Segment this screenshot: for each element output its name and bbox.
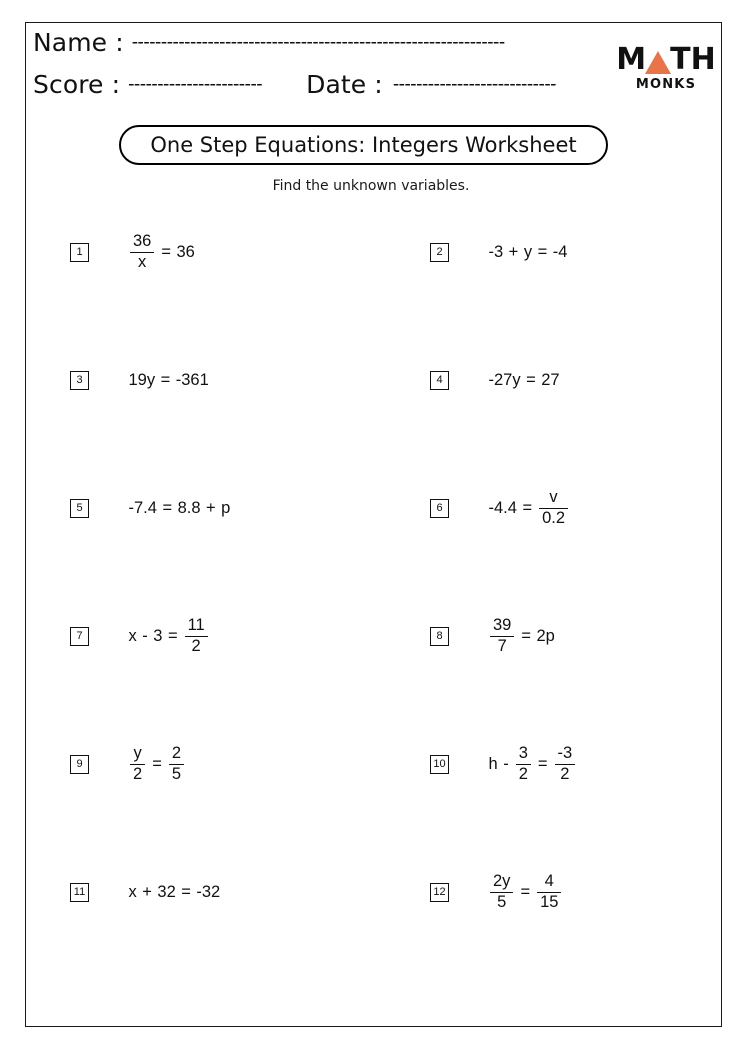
fraction <box>169 745 184 783</box>
term: -4 <box>552 242 568 261</box>
fraction-numerator: 39 <box>493 616 512 635</box>
fraction-numerator: 36 <box>133 232 152 251</box>
problem-3 <box>70 360 210 400</box>
problem-number-box: 7 <box>70 627 89 646</box>
fraction <box>490 873 513 911</box>
term: -7.4 <box>128 498 157 517</box>
term: p <box>221 498 231 517</box>
page-title: One Step Equations: Integers Worksheet <box>150 133 577 157</box>
fraction-numerator: 4 <box>544 872 554 891</box>
problem-number-box: 2 <box>430 243 449 262</box>
problem-number-box: 5 <box>70 499 89 518</box>
problem-row <box>25 488 722 616</box>
problem-5 <box>70 488 232 528</box>
operator: - <box>503 754 509 773</box>
problem-row <box>25 232 722 360</box>
term: x <box>128 626 137 645</box>
term: -27y <box>488 370 521 389</box>
problem-12 <box>430 872 564 912</box>
equation <box>487 745 578 783</box>
operator: = <box>181 882 191 901</box>
problem-11 <box>70 872 222 912</box>
fraction-numerator: -3 <box>557 744 573 763</box>
fraction <box>130 233 154 271</box>
fraction-numerator: 3 <box>518 744 528 763</box>
problem-row <box>25 360 722 488</box>
problem-row <box>25 872 722 1000</box>
operator: = <box>521 626 531 645</box>
problem-4 <box>430 360 561 400</box>
operator: = <box>161 242 171 261</box>
problem-9 <box>70 744 187 784</box>
term: -32 <box>196 882 221 901</box>
date-input-line[interactable]: ---------------------------- <box>392 74 556 95</box>
operator: = <box>160 370 171 389</box>
problem-2 <box>430 232 569 272</box>
score-label: Score : <box>33 70 121 99</box>
term: y <box>523 242 533 261</box>
score-input-line[interactable]: ----------------------- <box>128 74 263 95</box>
operator: - <box>142 626 148 645</box>
logo-letters-th: TH <box>670 42 716 77</box>
problem-10 <box>430 744 578 784</box>
fraction-denominator: 2 <box>516 764 531 783</box>
equation <box>487 873 564 911</box>
worksheet-title-banner <box>119 125 608 165</box>
fraction <box>130 745 145 783</box>
fraction <box>185 617 208 655</box>
equation <box>487 244 569 261</box>
operator: = <box>522 498 533 517</box>
term: -4.4 <box>488 498 517 517</box>
term: 8.8 <box>177 498 201 517</box>
equation <box>127 617 211 655</box>
term: 19y <box>128 370 156 389</box>
worksheet-instructions: Find the unknown variables. <box>272 178 470 194</box>
term: -361 <box>175 370 209 389</box>
fraction-denominator: 15 <box>537 892 561 911</box>
fraction-numerator: 2y <box>493 872 511 891</box>
problem-1 <box>70 232 196 272</box>
operator: = <box>152 754 162 773</box>
operator: = <box>167 626 178 645</box>
name-input-line[interactable]: ---------------------------------------------------------------- <box>131 32 505 53</box>
operator: = <box>526 370 536 389</box>
worksheet-header <box>33 26 714 114</box>
term: h <box>488 754 498 773</box>
operator: = <box>162 498 173 517</box>
equation <box>127 233 196 271</box>
problem-number-box: 8 <box>430 627 449 646</box>
triangle-icon <box>645 51 671 74</box>
equation <box>127 500 232 517</box>
operator: + <box>508 242 519 261</box>
problem-grid <box>25 232 722 1000</box>
operator: = <box>537 242 548 261</box>
logo-wordmark <box>618 44 714 75</box>
equation <box>487 489 571 527</box>
operator: = <box>520 882 531 901</box>
fraction-numerator: y <box>133 744 142 763</box>
problem-7 <box>70 616 211 656</box>
fraction <box>555 745 576 783</box>
score-date-field-row <box>33 70 603 99</box>
problem-number-box: 10 <box>430 755 449 774</box>
fraction-numerator: 2 <box>171 744 182 763</box>
term: 32 <box>157 882 176 901</box>
problem-row <box>25 616 722 744</box>
equation <box>127 372 210 389</box>
fraction-numerator: v <box>549 488 558 507</box>
term: 27 <box>541 370 560 389</box>
problem-number-box: 9 <box>70 755 89 774</box>
term: 36 <box>176 242 195 261</box>
term: x <box>128 882 137 901</box>
fraction-denominator: 0.2 <box>539 508 568 527</box>
problem-number-box: 11 <box>70 883 89 902</box>
problem-number-box: 1 <box>70 243 89 262</box>
problem-number-box: 12 <box>430 883 449 902</box>
problem-number-box: 3 <box>70 371 89 390</box>
fraction-denominator: 5 <box>490 892 513 911</box>
fraction <box>490 617 514 655</box>
date-label: Date : <box>306 70 383 99</box>
name-field-row <box>33 28 609 57</box>
fraction <box>537 873 561 911</box>
problem-number-box: 6 <box>430 499 449 518</box>
fraction-denominator: 2 <box>555 764 576 783</box>
equation <box>487 617 556 655</box>
term: 2p <box>536 626 555 645</box>
equation <box>487 372 561 389</box>
fraction-denominator: 2 <box>130 764 145 783</box>
operator: + <box>206 498 216 517</box>
fraction-denominator: x <box>130 252 154 271</box>
problem-8 <box>430 616 556 656</box>
operator: = <box>537 754 548 773</box>
logo-letter-m: M <box>616 42 647 77</box>
fraction-denominator: 5 <box>169 764 184 783</box>
problem-6 <box>430 488 571 528</box>
equation <box>127 884 222 901</box>
fraction-numerator: 11 <box>187 616 205 635</box>
name-label: Name : <box>33 28 124 57</box>
fraction <box>516 745 531 783</box>
equation <box>127 745 187 783</box>
operator: + <box>142 882 152 901</box>
logo-subtext: MONKS <box>635 77 697 92</box>
term: -3 <box>488 242 504 261</box>
fraction-denominator: 7 <box>490 636 514 655</box>
fraction-denominator: 2 <box>185 636 208 655</box>
term: 3 <box>153 626 163 645</box>
fraction <box>539 489 568 527</box>
mathmonks-logo <box>618 44 714 91</box>
problem-number-box: 4 <box>430 371 449 390</box>
problem-row <box>25 744 722 872</box>
